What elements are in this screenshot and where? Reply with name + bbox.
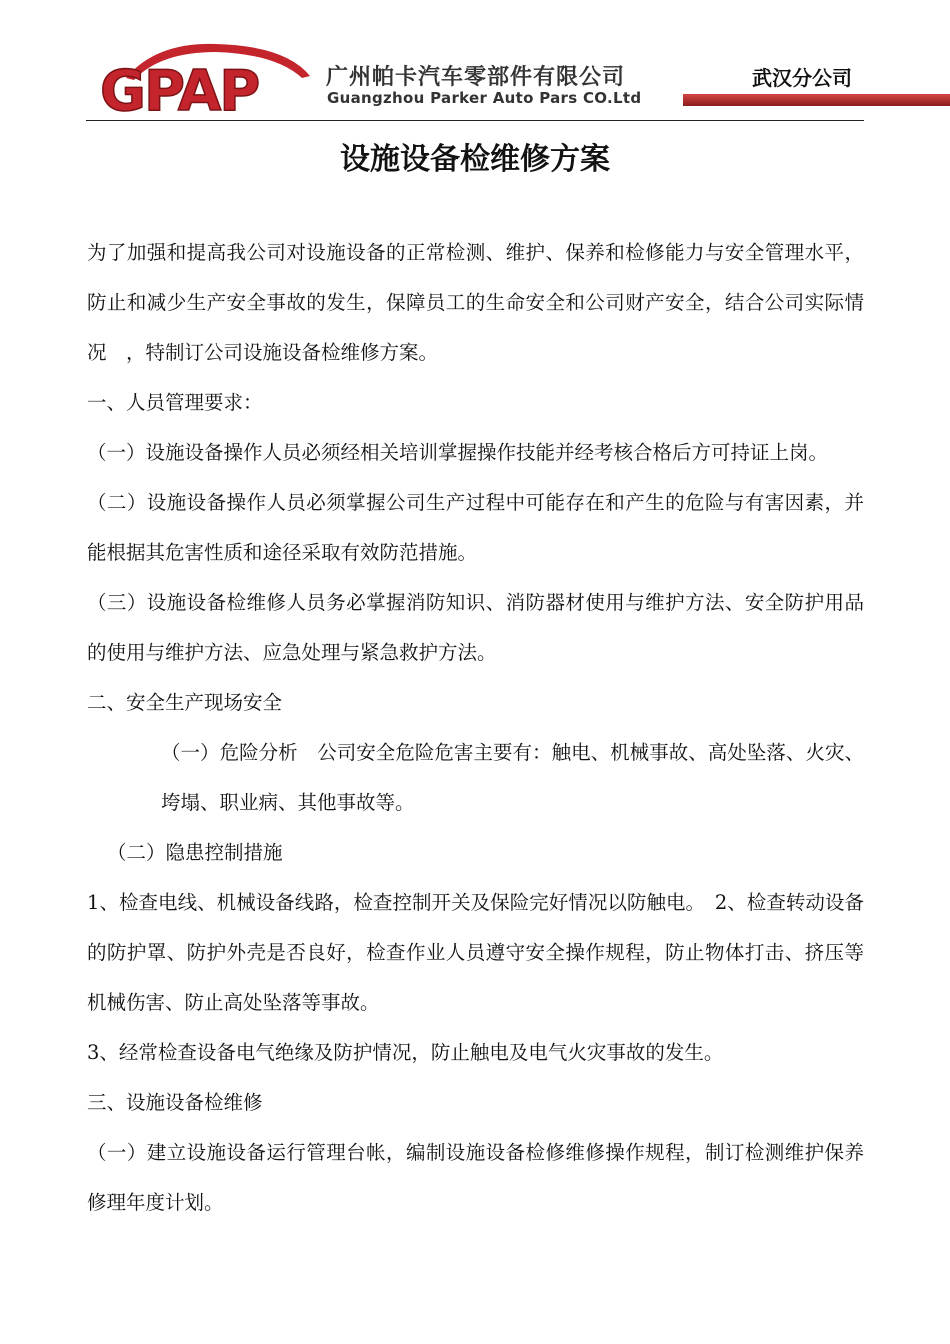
paragraph-1-3: （三）设施设备检维修人员务必掌握消防知识、消防器材使用与维护方法、安全防护用品的使用与维护方法、应急处理与紧急救护方法。 bbox=[87, 591, 864, 664]
document-title: 设施设备检维修方案 bbox=[340, 142, 610, 177]
intro-paragraph: 为了加强和提高我公司对设施设备的正常检测、维护、保养和检修能力与安全管理水平，防止和减少生产安全事故的发生，保障员工的生命安全和公司财产安全，结合公司实际情况 ，特制订公司设施设备检维修方案。 bbox=[87, 241, 864, 364]
document-body bbox=[87, 228, 864, 1228]
paragraph-2-2-items: 1、检查电线、机械设备线路，检查控制开关及保险完好情况以防触电。 2、检查转动设备的防护罩、防护外壳是否良好，检查作业人员遵守安全操作规程，防止物体打击、挤压等机械伤害、防止高处坠落等事故。 bbox=[87, 891, 864, 1014]
branch-name: 武汉分公司 bbox=[752, 66, 852, 90]
header-red-bar bbox=[683, 94, 950, 106]
company-logo bbox=[96, 38, 322, 116]
section-heading-1: 一、人员管理要求： bbox=[87, 391, 263, 414]
paragraph-1-1: （一）设施设备操作人员必须经相关培训掌握操作技能并经考核合格后方可持证上岗。 bbox=[87, 441, 829, 464]
logo-text: GPAP bbox=[100, 59, 259, 116]
paragraph-2-2-item3: 3、经常检查设备电气绝缘及防护情况，防止触电及电气火灾事故的发生。 bbox=[87, 1041, 724, 1064]
paragraph-2-1: （一）危险分析 公司安全危险危害主要有：触电、机械事故、高处坠落、火灾、垮塌、职业病、其他事故等。 bbox=[161, 741, 864, 814]
header-divider bbox=[86, 120, 864, 121]
section-heading-3: 三、设施设备检维修 bbox=[87, 1091, 263, 1114]
section-heading-2: 二、安全生产现场安全 bbox=[87, 691, 283, 714]
paragraph-1-2: （二）设施设备操作人员必须掌握公司生产过程中可能存在和产生的危险与有害因素，并能根据其危害性质和途径采取有效防范措施。 bbox=[87, 491, 864, 564]
company-name-en: Guangzhou Parker Auto Pars CO.Ltd bbox=[327, 89, 642, 107]
subheading-2-2: （二）隐患控制措施 bbox=[107, 841, 283, 864]
paragraph-3-1: （一）建立设施设备运行管理台帐，编制设施设备检修维修操作规程，制订检测维护保养修理年度计划。 bbox=[87, 1141, 864, 1214]
company-name-cn: 广州帕卡汽车零部件有限公司 bbox=[326, 65, 626, 90]
